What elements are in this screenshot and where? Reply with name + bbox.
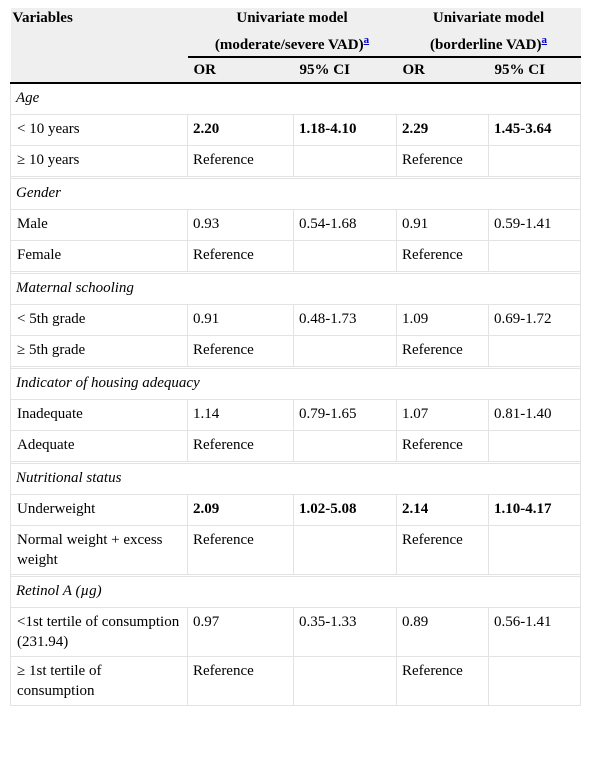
group-title: Gender	[11, 179, 581, 210]
or-borderline: 1.09	[397, 305, 489, 336]
results-table-container	[10, 8, 580, 706]
ci-borderline	[489, 431, 581, 462]
ci-moderate-severe	[294, 146, 397, 177]
or-borderline: Reference	[397, 526, 489, 575]
ci-borderline: 1.45-3.64	[489, 115, 581, 146]
or-borderline: 1.07	[397, 400, 489, 431]
or-moderate-severe: 1.14	[188, 400, 294, 431]
row-label: < 10 years	[11, 115, 188, 146]
table-row	[11, 431, 581, 462]
header-variables-spacer	[11, 57, 188, 83]
table-row	[11, 115, 581, 146]
ci-borderline: 0.56-1.41	[489, 608, 581, 657]
row-label: Female	[11, 241, 188, 272]
group-row	[11, 179, 581, 210]
ci-borderline: 0.81-1.40	[489, 400, 581, 431]
ci-borderline	[489, 146, 581, 177]
group-title: Maternal schooling	[11, 274, 581, 305]
or-moderate-severe: 0.93	[188, 210, 294, 241]
ci-moderate-severe	[294, 526, 397, 575]
row-label: ≥ 1st tertile of consumption	[11, 657, 188, 706]
ci-borderline	[489, 526, 581, 575]
or-moderate-severe: 0.97	[188, 608, 294, 657]
ci-moderate-severe: 0.79-1.65	[294, 400, 397, 431]
or-borderline: Reference	[397, 657, 489, 706]
row-label: Underweight	[11, 495, 188, 526]
ci-borderline: 0.69-1.72	[489, 305, 581, 336]
or-borderline: 2.14	[397, 495, 489, 526]
group-title: Indicator of housing adequacy	[11, 369, 581, 400]
ci-moderate-severe	[294, 431, 397, 462]
header-model2-line1: Univariate model	[432, 10, 545, 26]
group-row	[11, 369, 581, 400]
ci-moderate-severe	[294, 336, 397, 367]
table-row	[11, 146, 581, 177]
or-borderline: Reference	[397, 431, 489, 462]
table-row	[11, 305, 581, 336]
univariate-results-table	[10, 8, 581, 706]
or-moderate-severe: 2.09	[188, 495, 294, 526]
or-moderate-severe: 2.20	[188, 115, 294, 146]
group-title: Age	[11, 83, 581, 115]
row-label: Adequate	[11, 431, 188, 462]
group-row	[11, 274, 581, 305]
header-model2-line2: (borderline VAD)	[429, 37, 542, 53]
ci-moderate-severe	[294, 241, 397, 272]
header-or-2: OR	[397, 57, 489, 83]
ci-moderate-severe: 1.18-4.10	[294, 115, 397, 146]
ci-moderate-severe: 0.54-1.68	[294, 210, 397, 241]
or-moderate-severe: Reference	[188, 241, 294, 272]
header-model1-line1: Univariate model	[236, 10, 348, 26]
ci-moderate-severe: 0.35-1.33	[294, 608, 397, 657]
table-row	[11, 210, 581, 241]
or-moderate-severe: Reference	[188, 336, 294, 367]
group-row	[11, 83, 581, 115]
header-model-borderline	[397, 8, 581, 57]
row-label: Male	[11, 210, 188, 241]
or-borderline: 2.29	[397, 115, 489, 146]
or-borderline: 0.91	[397, 210, 489, 241]
table-row	[11, 241, 581, 272]
ci-borderline	[489, 657, 581, 706]
group-title: Nutritional status	[11, 464, 581, 495]
table-row	[11, 526, 581, 575]
row-label: <1st tertile of consumption (231.94)	[11, 608, 188, 657]
row-label: ≥ 5th grade	[11, 336, 188, 367]
table-body	[11, 83, 581, 706]
or-borderline: 0.89	[397, 608, 489, 657]
table-row	[11, 336, 581, 367]
or-borderline: Reference	[397, 336, 489, 367]
header-model1-line2: (moderate/severe VAD)	[214, 37, 364, 53]
header-ci-2: 95% CI	[489, 57, 581, 83]
or-moderate-severe: Reference	[188, 657, 294, 706]
or-borderline: Reference	[397, 241, 489, 272]
footnote-link-a[interactable]: a	[541, 34, 548, 46]
or-moderate-severe: 0.91	[188, 305, 294, 336]
ci-borderline: 0.59-1.41	[489, 210, 581, 241]
row-label: Inadequate	[11, 400, 188, 431]
row-label: Normal weight + excess weight	[11, 526, 188, 575]
ci-borderline	[489, 241, 581, 272]
row-label: ≥ 10 years	[11, 146, 188, 177]
or-moderate-severe: Reference	[188, 146, 294, 177]
or-moderate-severe: Reference	[188, 431, 294, 462]
ci-moderate-severe: 1.02-5.08	[294, 495, 397, 526]
table-row	[11, 657, 581, 706]
header-or-1: OR	[188, 57, 294, 83]
ci-borderline	[489, 336, 581, 367]
row-label: < 5th grade	[11, 305, 188, 336]
header-ci-1: 95% CI	[294, 57, 397, 83]
group-row	[11, 464, 581, 495]
group-title: Retinol A (µg)	[11, 577, 581, 608]
table-header	[11, 8, 581, 83]
ci-moderate-severe: 0.48-1.73	[294, 305, 397, 336]
or-moderate-severe: Reference	[188, 526, 294, 575]
or-borderline: Reference	[397, 146, 489, 177]
table-row	[11, 608, 581, 657]
ci-borderline: 1.10-4.17	[489, 495, 581, 526]
ci-moderate-severe	[294, 657, 397, 706]
header-variables: Variables	[11, 8, 188, 57]
group-row	[11, 577, 581, 608]
footnote-link-a[interactable]: a	[363, 34, 370, 46]
table-row	[11, 400, 581, 431]
table-row	[11, 495, 581, 526]
header-model-moderate-severe	[188, 8, 397, 57]
